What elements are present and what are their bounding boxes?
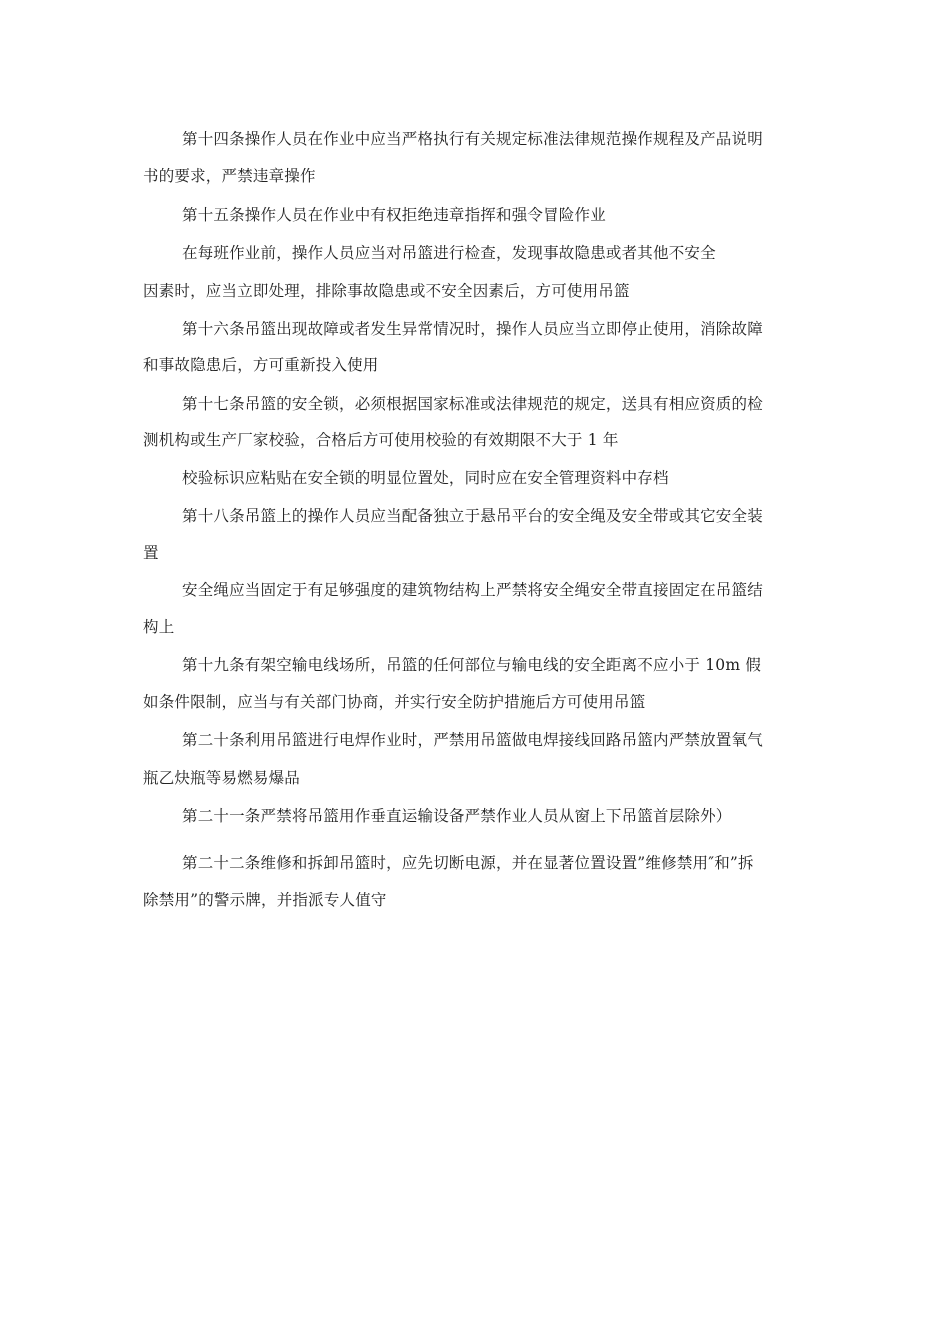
text-line: 第十六条吊篮出现故障或者发生异常情况时，操作人员应当立即停止使用，消除故障 (182, 320, 763, 338)
text-line: 和事故隐患后，方可重新投入使用 (143, 356, 379, 374)
text-line: 第十七条吊篮的安全锁，必须根据国家标准或法律规范的规定，送具有相应资质的检 (182, 395, 763, 413)
text-line: 校验标识应粘贴在安全锁的明显位置处，同时应在安全管理资料中存档 (182, 469, 669, 487)
text-line: 第十八条吊篮上的操作人员应当配备独立于悬吊平台的安全绳及安全带或其它安全装 (182, 507, 763, 525)
text-line: 第二十一条严禁将吊篮用作垂直运输设备严禁作业人员从窗上下吊篮首层除外） (182, 807, 732, 825)
text-line: 因素时，应当立即处理，排除事故隐患或不安全因素后，方可使用吊篮 (143, 282, 630, 300)
text-line: 在每班作业前，操作人员应当对吊篮进行检查，发现事故隐患或者其他不安全 (182, 244, 716, 262)
text-line: 测机构或生产厂家校验，合格后方可使用校验的有效期限不大于 1 年 (143, 431, 619, 449)
text-line: 构上 (143, 618, 175, 636)
text-line: 如条件限制，应当与有关部门协商，并实行安全防护措施后方可使用吊篮 (143, 693, 646, 711)
text-line: 第二十条利用吊篮进行电焊作业时，严禁用吊篮做电焊接线回路吊篮内严禁放置氧气 (182, 731, 763, 749)
text-line: 除禁用”的警示牌，并指派专人值守 (143, 891, 387, 909)
text-line: 第十五条操作人员在作业中有权拒绝违章指挥和强令冒险作业 (182, 206, 606, 224)
text-line: 第十四条操作人员在作业中应当严格执行有关规定标准法律规范操作规程及产品说明 (182, 130, 763, 148)
text-line: 书的要求，严禁违章操作 (143, 167, 316, 185)
text-line: 安全绳应当固定于有足够强度的建筑物结构上严禁将安全绳安全带直接固定在吊篮结 (182, 581, 763, 599)
text-line: 置 (143, 544, 159, 562)
text-line: 瓶乙炔瓶等易燃易爆品 (143, 769, 301, 787)
text-line: 第十九条有架空输电线场所，吊篮的任何部位与输电线的安全距离不应小于 10m 假 (182, 656, 762, 674)
text-line: 第二十二条维修和拆卸吊篮时，应先切断电源，并在显著位置设置”维修禁用″和”拆 (182, 854, 754, 872)
